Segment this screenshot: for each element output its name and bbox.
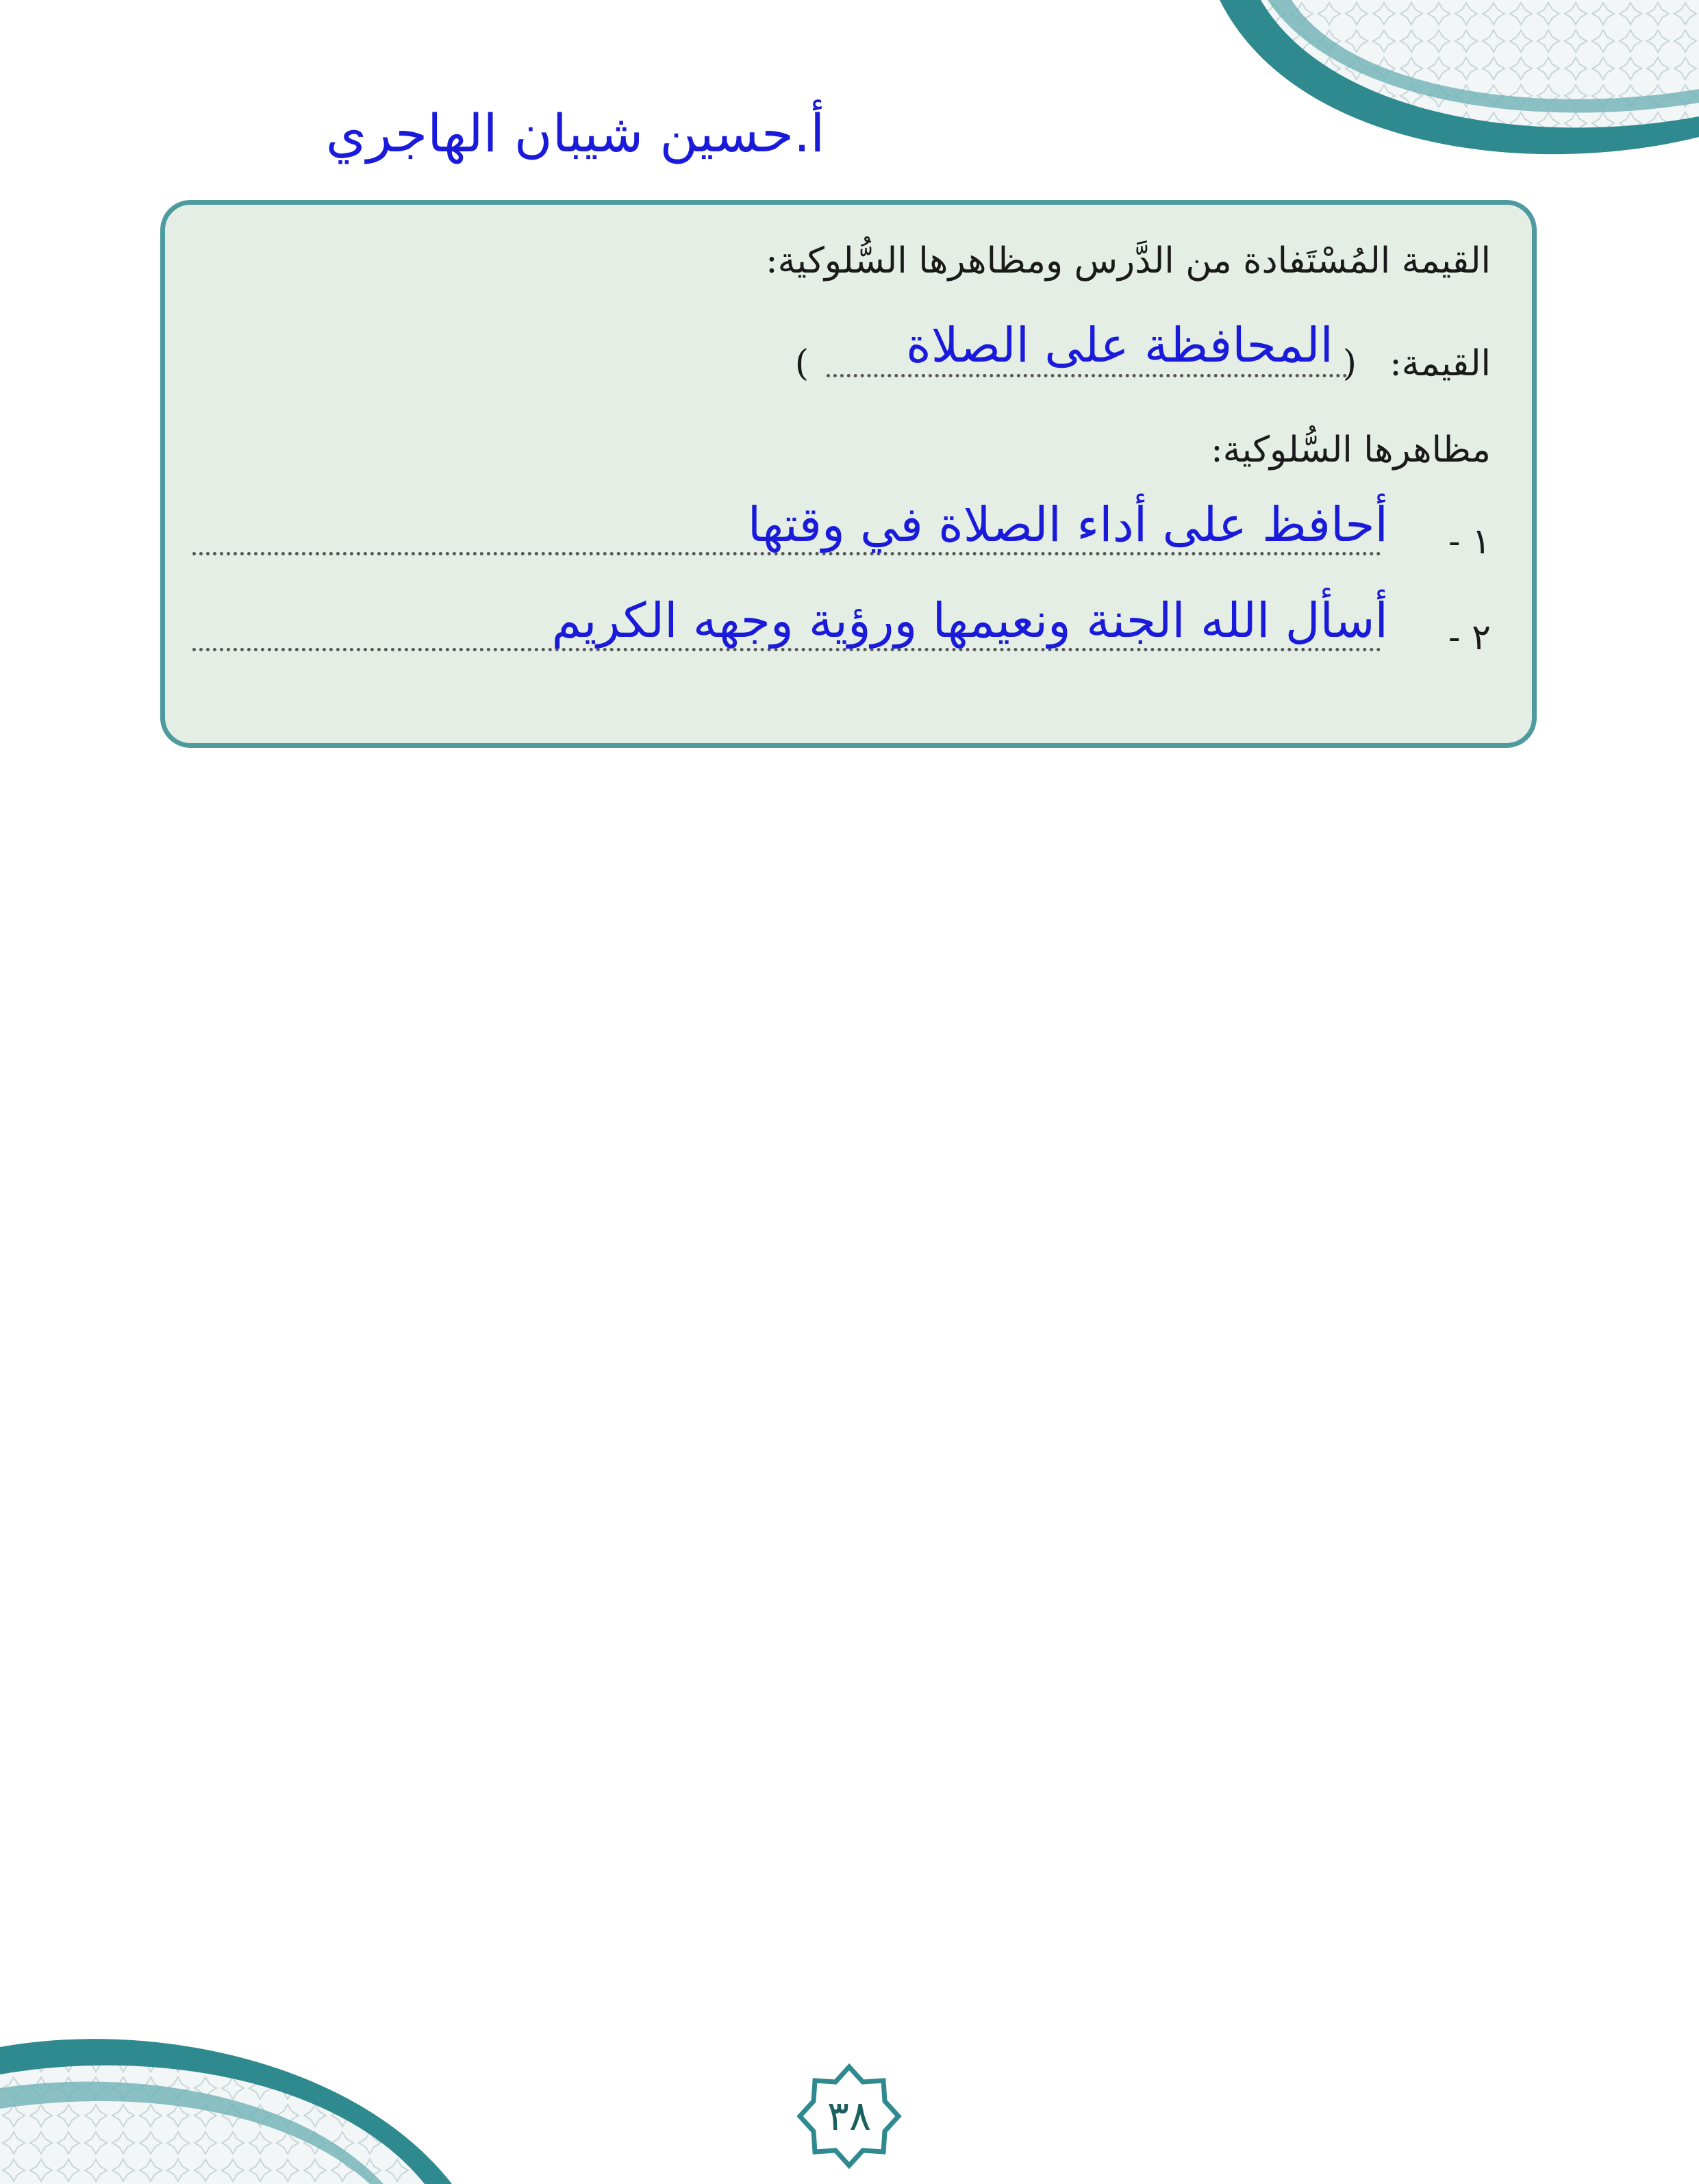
item-answer: أحافظ على أداء الصلاة في وقتها bbox=[747, 497, 1388, 553]
bottom-corner-ornament bbox=[0, 2020, 479, 2184]
top-corner-ornament bbox=[1179, 0, 1699, 164]
manifestation-item bbox=[192, 499, 1491, 575]
item-number: ٢ - bbox=[1448, 617, 1491, 658]
value-open-paren: ( bbox=[1342, 343, 1357, 384]
value-row bbox=[192, 317, 1491, 397]
manifestations-label: مظاهرها السُّلوكية: bbox=[1211, 429, 1491, 470]
value-answer: المحافظة على الصلاة bbox=[906, 317, 1333, 373]
value-dotted-line bbox=[827, 374, 1347, 377]
value-close-paren: ) bbox=[794, 343, 809, 384]
value-label: القيمة: bbox=[1389, 343, 1491, 384]
author-name: أ.حسين شيبان الهاجري bbox=[325, 103, 825, 164]
item-answer: أسأل الله الجنة ونعيمها ورؤية وجهه الكريم bbox=[551, 592, 1388, 649]
item-number: ١ - bbox=[1448, 521, 1491, 562]
lesson-value-card bbox=[160, 200, 1537, 748]
card-heading: القيمة المُسْتَفادة من الدَّرس ومظاهرها السُّلوكية: bbox=[766, 240, 1491, 281]
manifestation-item bbox=[192, 592, 1491, 670]
page-number: ٣٨ bbox=[827, 2092, 872, 2140]
